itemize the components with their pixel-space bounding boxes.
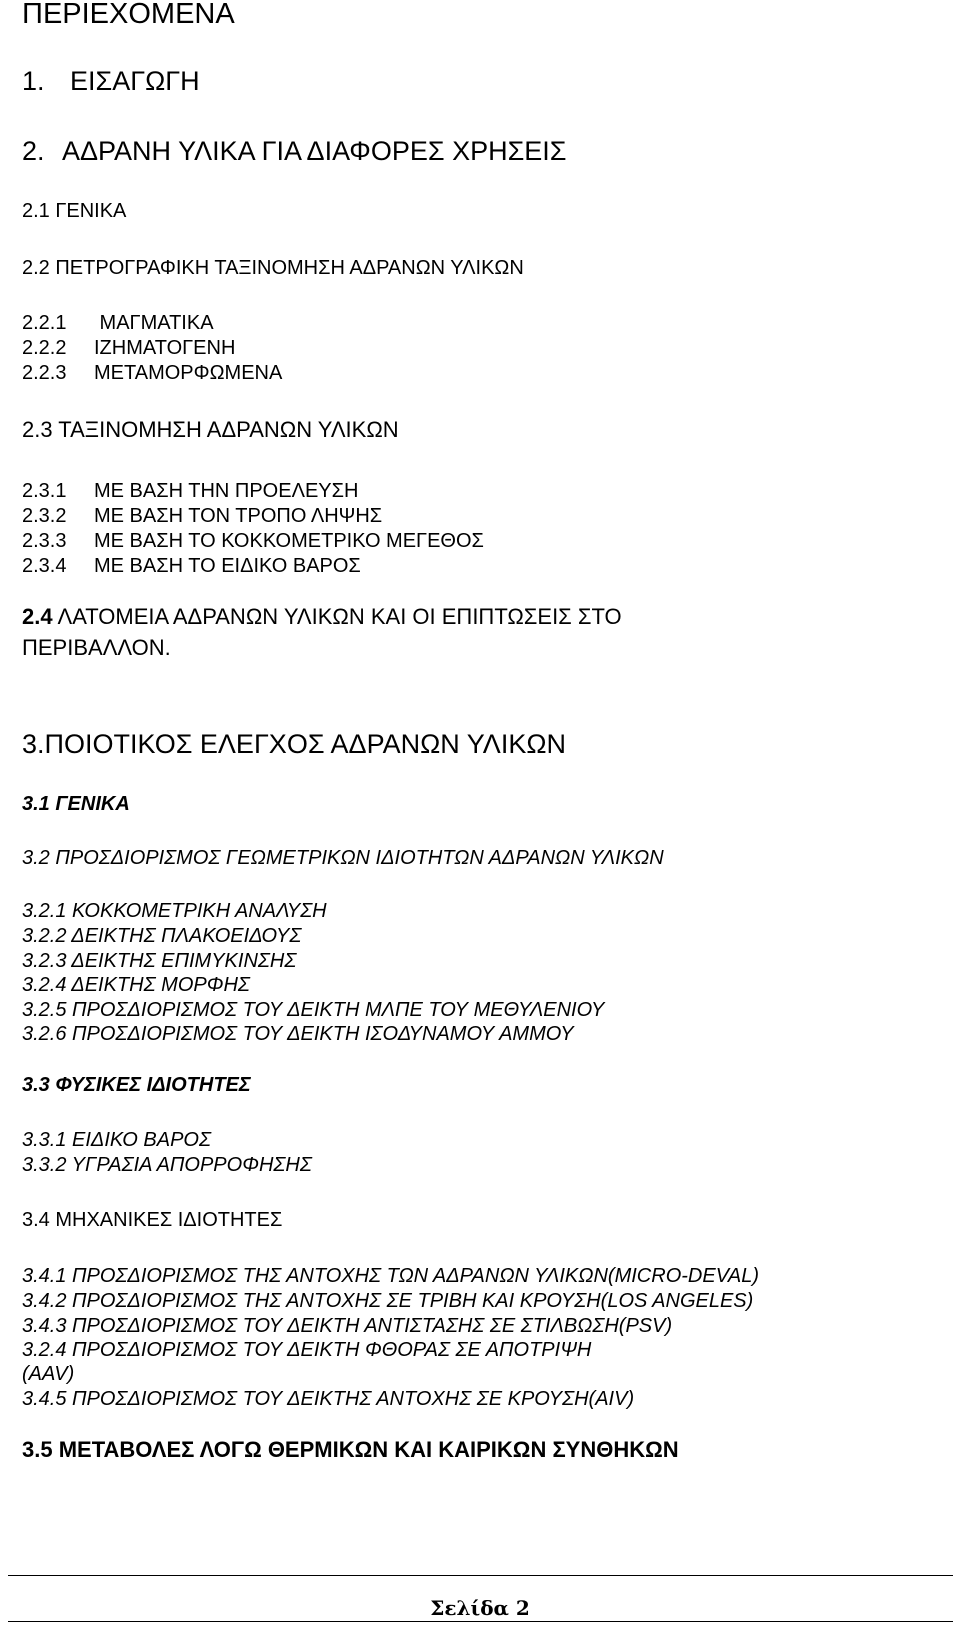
toc-section-3-3: 3.3 ΦΥΣΙΚΕΣ ΙΔΙΟΤΗΤΕΣ: [22, 1074, 251, 1096]
toc-section-3-2: 3.2 ΠΡΟΣΔΙΟΡΙΣΜΟΣ ΓΕΩΜΕΤΡΙΚΩΝ ΙΔΙΟΤΗΤΩΝ ΑΔΡΑΝΩΝ ΥΛΙΚΩΝ: [22, 847, 664, 869]
chapter-label: ΕΙΣΑΓΩΓΗ: [70, 66, 200, 96]
toc-chapter-3: 3.ΠΟΙΟΤΙΚΟΣ ΕΛΕΓΧΟΣ ΑΔΡΑΝΩΝ ΥΛΙΚΩΝ: [22, 729, 567, 759]
toc-section-2-2: 2.2 ΠΕΤΡΟΓΡΑΦΙΚΗ ΤΑΞΙΝΟΜΗΣΗ ΑΔΡΑΝΩΝ ΥΛΙΚΩΝ: [22, 257, 524, 279]
toc-chapter-1: [22, 68, 200, 95]
subsection-label: ΜΑΓΜΑΤΙΚΑ: [94, 312, 214, 334]
toc-subsection-2-3-3: [22, 531, 484, 551]
toc-section-2-1: 2.1 ΓΕΝΙΚΑ: [22, 200, 127, 222]
toc-subsection-3-4-4-cont: (AAV): [22, 1363, 75, 1385]
subsection-number: 2.3.1: [22, 480, 67, 502]
toc-subsection-3-4-3: 3.4.3 ΠΡΟΣΔΙΟΡΙΣΜΟΣ ΤΟΥ ΔΕΙΚΤΗ ΑΝΤΙΣΤΑΣΗΣ ΣΕ ΣΤΙΛΒΩΣΗ(PSV): [22, 1315, 673, 1337]
toc-subsection-3-2-3: 3.2.3 ΔΕΙΚΤΗΣ ΕΠΙΜΥΚΙΝΣΗΣ: [22, 950, 297, 972]
toc-subsection-2-2-2: [22, 338, 235, 358]
section-number: 2.4: [22, 604, 53, 629]
subsection-label: ΙΖΗΜΑΤΟΓΕΝΗ: [94, 337, 236, 359]
chapter-number: 2.: [22, 136, 45, 166]
toc-subsection-2-2-1: [22, 313, 214, 333]
toc-subsection-2-3-4: [22, 556, 361, 576]
toc-subsection-3-4-1: 3.4.1 ΠΡΟΣΔΙΟΡΙΣΜΟΣ ΤΗΣ ΑΝΤΟΧΗΣ ΤΩΝ ΑΔΡΑΝΩΝ ΥΛΙΚΩΝ(MICRO-DEVAL): [22, 1265, 760, 1287]
toc-subsection-3-2-4: 3.2.4 ΔΕΙΚΤΗΣ ΜΟΡΦΗΣ: [22, 974, 250, 996]
footer-bottom-divider: [8, 1621, 953, 1622]
toc-subsection-3-2-1: 3.2.1 ΚΟΚΚΟΜΕΤΡΙΚΗ ΑΝΑΛΥΣΗ: [22, 900, 327, 922]
toc-chapter-2: [22, 138, 566, 165]
footer-divider: [8, 1575, 953, 1576]
subsection-label: ΜΕ ΒΑΣΗ ΤΟ ΕΙΔΙΚΟ ΒΑΡΟΣ: [94, 555, 361, 577]
page-number: Σελίδα 2: [430, 1596, 530, 1620]
subsection-number: 2.3.3: [22, 530, 67, 552]
toc-section-3-4: 3.4 ΜΗΧΑΝΙΚΕΣ ΙΔΙΟΤΗΤΕΣ: [22, 1209, 283, 1231]
toc-subsection-3-4-4: 3.2.4 ΠΡΟΣΔΙΟΡΙΣΜΟΣ ΤΟΥ ΔΕΙΚΤΗ ΦΘΟΡΑΣ ΣΕ ΑΠΟΤΡΙΨΗ: [22, 1339, 592, 1361]
toc-subsection-2-2-3: [22, 363, 282, 383]
subsection-number: 2.2.1: [22, 312, 67, 334]
subsection-number: 2.2.3: [22, 362, 67, 384]
subsection-label: ΜΕ ΒΑΣΗ ΤΟ ΚΟΚΚΟΜΕΤΡΙΚΟ ΜΕΓΕΘΟΣ: [94, 530, 484, 552]
subsection-label: ΜΕ ΒΑΣΗ ΤΟΝ ΤΡΟΠΟ ΛΗΨΗΣ: [94, 505, 383, 527]
section-label: ΛΑΤΟΜΕΙΑ ΑΔΡΑΝΩΝ ΥΛΙΚΩΝ ΚΑΙ ΟΙ ΕΠΙΠΤΩΣΕΙΣ ΣΤΟ: [52, 604, 622, 629]
toc-subsection-2-3-1: [22, 481, 358, 501]
toc-subsection-3-2-5: 3.2.5 ΠΡΟΣΔΙΟΡΙΣΜΟΣ ΤΟΥ ΔΕΙΚΤΗ ΜΛΠΕ ΤΟΥ ΜΕΘΥΛΕΝΙΟΥ: [22, 999, 605, 1021]
chapter-number: 1.: [22, 66, 45, 96]
toc-section-2-4: [22, 606, 622, 628]
subsection-label: ΜΕ ΒΑΣΗ ΤΗΝ ΠΡΟΕΛΕΥΣΗ: [94, 480, 359, 502]
subsection-number: 2.3.4: [22, 555, 67, 577]
toc-subsection-2-3-2: [22, 506, 382, 526]
toc-section-2-4-cont: ΠΕΡΙΒΑΛΛΟΝ.: [22, 635, 171, 660]
toc-subsection-3-2-6: 3.2.6 ΠΡΟΣΔΙΟΡΙΣΜΟΣ ΤΟΥ ΔΕΙΚΤΗ ΙΣΟΔΥΝΑΜΟΥ ΑΜΜΟΥ: [22, 1023, 574, 1045]
chapter-label: ΑΔΡΑΝΗ ΥΛΙΚΑ ΓΙΑ ΔΙΑΦΟΡΕΣ ΧΡΗΣΕΙΣ: [62, 136, 567, 166]
toc-section-2-3: 2.3 ΤΑΞΙΝΟΜΗΣΗ ΑΔΡΑΝΩΝ ΥΛΙΚΩΝ: [22, 417, 399, 442]
toc-subsection-3-4-5: 3.4.5 ΠΡΟΣΔΙΟΡΙΣΜΟΣ ΤΟΥ ΔΕΙΚΤΗΣ ΑΝΤΟΧΗΣ ΣΕ ΚΡΟΥΣΗ(AIV): [22, 1388, 635, 1410]
toc-subsection-3-4-2: 3.4.2 ΠΡΟΣΔΙΟΡΙΣΜΟΣ ΤΗΣ ΑΝΤΟΧΗΣ ΣΕ ΤΡΙΒΗ ΚΑΙ ΚΡΟΥΣΗ(LOS ANGELES): [22, 1290, 754, 1312]
toc-subsection-3-3-1: 3.3.1 ΕΙΔΙΚΟ ΒΑΡΟΣ: [22, 1129, 211, 1151]
subsection-label: ΜΕΤΑΜΟΡΦΩΜΕΝΑ: [94, 362, 283, 384]
toc-section-3-5: 3.5 ΜΕΤΑΒΟΛΕΣ ΛΟΓΩ ΘΕΡΜΙΚΩΝ ΚΑΙ ΚΑΙΡΙΚΩΝ ΣΥΝΘΗΚΩΝ: [22, 1437, 679, 1462]
subsection-number: 2.3.2: [22, 505, 67, 527]
subsection-number: 2.2.2: [22, 337, 67, 359]
toc-title: ΠΕΡΙΕΧΟΜΕΝΑ: [22, 0, 235, 30]
toc-subsection-3-3-2: 3.3.2 ΥΓΡΑΣΙΑ ΑΠΟΡΡΟΦΗΣΗΣ: [22, 1154, 312, 1176]
toc-subsection-3-2-2: 3.2.2 ΔΕΙΚΤΗΣ ΠΛΑΚΟΕΙΔΟΥΣ: [22, 925, 302, 947]
toc-section-3-1: 3.1 ΓΕΝΙΚΑ: [22, 793, 130, 815]
